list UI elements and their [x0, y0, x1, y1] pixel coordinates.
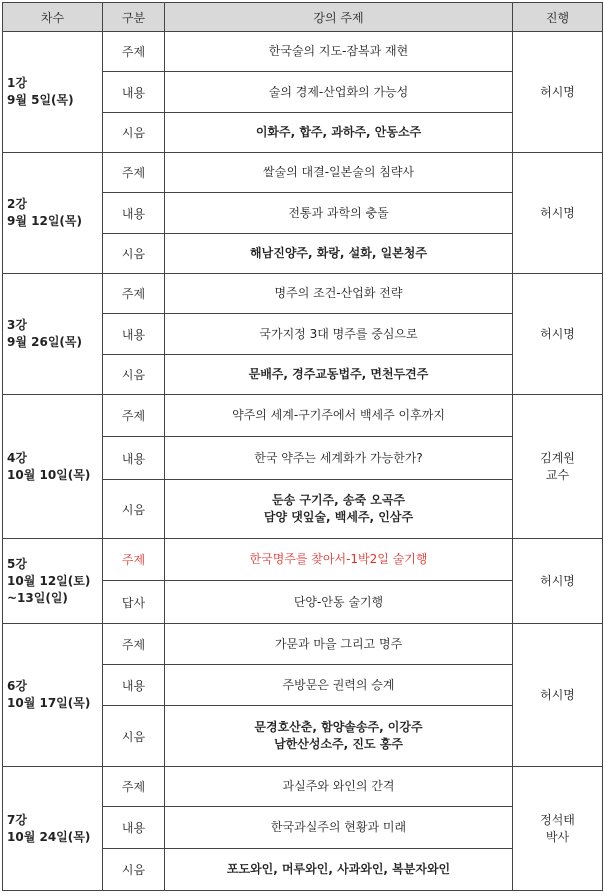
topic-cell: [165, 539, 513, 581]
topic-cell: [165, 32, 513, 72]
topic-cell: [165, 706, 513, 767]
topic-text: 해남진양주, 화랑, 설화, 일본청주: [250, 246, 427, 260]
session-date: 10월 10일(목): [7, 467, 91, 482]
topic-text: 이화주, 합주, 과하주, 안동소주: [255, 125, 422, 139]
presenter-name: 박사: [545, 829, 570, 844]
presenter-cell: [513, 274, 603, 395]
topic-cell: [165, 849, 513, 891]
session-number: 1강: [7, 76, 27, 90]
topic-cell: [165, 807, 513, 849]
kind-cell: 주제: [103, 395, 165, 437]
kind-cell: 주제: [103, 539, 165, 581]
presenter-name: 허시명: [540, 573, 575, 588]
topic-text: 한국명주를 찾아서-1박2일 술기행: [249, 552, 428, 566]
session-date: 9월 26일(목): [7, 335, 82, 349]
presenter-cell: [513, 395, 603, 539]
kind-cell: 내용: [103, 72, 165, 113]
kind-cell: 내용: [103, 665, 165, 706]
presenter-name: 허시명: [540, 205, 575, 220]
topic-text: 과실주와 와인의 간격: [282, 779, 395, 793]
topic-text: 명주의 조건-산업화 전략: [274, 286, 403, 300]
kind-cell: 주제: [103, 32, 165, 72]
kind-cell: 내용: [103, 314, 165, 355]
topic-cell: [165, 113, 513, 153]
kind-cell: 시음: [103, 706, 165, 767]
presenter-name: 허시명: [540, 326, 575, 341]
presenter-name: 교수: [545, 467, 570, 482]
topic-cell: [165, 193, 513, 234]
kind-cell: 주제: [103, 624, 165, 665]
session-date: 10월 17일(목): [7, 696, 91, 710]
topic-text: 전통과 과학의 충돌: [288, 205, 389, 220]
session-date-end: ~13일(일): [7, 590, 68, 605]
topic-text: 술의 경제-산업화의 가능성: [268, 84, 409, 99]
presenter-cell: [513, 624, 603, 767]
presenter-name: 허시명: [540, 84, 575, 99]
topic-text: 쌀술의 대결-일본술의 침략사: [262, 165, 415, 179]
kind-cell: 시음: [103, 234, 165, 274]
lecture-schedule-table: [2, 2, 603, 891]
topic-text: 포도와인, 머루와인, 사과와인, 복분자와인: [226, 862, 451, 876]
table-row: [3, 274, 603, 314]
kind-cell: 내용: [103, 807, 165, 849]
header-row: [3, 3, 603, 32]
kind-cell: 시음: [103, 113, 165, 153]
presenter-cell: [513, 32, 603, 153]
topic-text: 가문과 마을 그리고 명주: [274, 636, 403, 651]
header-presenter: 진행: [513, 3, 603, 32]
header-session: 차수: [3, 3, 103, 32]
session-date: 9월 12일(목): [7, 214, 82, 228]
header-kind: 구분: [103, 3, 165, 32]
presenter-cell: [513, 153, 603, 274]
session-cell: [3, 153, 103, 274]
table-row: [3, 539, 603, 581]
kind-cell: 주제: [103, 767, 165, 807]
session-cell: [3, 395, 103, 539]
kind-cell: 답사: [103, 581, 165, 624]
topic-text: 남한산성소주, 진도 홍주: [274, 737, 403, 751]
session-number: 6강: [7, 679, 27, 693]
table-row: [3, 767, 603, 807]
topic-cell: [165, 274, 513, 314]
topic-text: 국가지정 3대 명주를 중심으로: [259, 326, 418, 341]
topic-cell: [165, 234, 513, 274]
session-number: 2강: [7, 197, 27, 211]
table-row: [3, 153, 603, 193]
session-number: 7강: [7, 812, 27, 827]
session-cell: [3, 767, 103, 891]
topic-cell: [165, 72, 513, 113]
table-row: [3, 624, 603, 665]
session-date: 10월 12일(토): [7, 573, 91, 588]
topic-text: 한국과실주의 현황과 미래: [270, 820, 407, 834]
topic-cell: [165, 581, 513, 624]
topic-text: 약주의 세계-구기주에서 백세주 이후까지: [232, 408, 445, 422]
topic-cell: [165, 480, 513, 539]
topic-text: 문배주, 경주교동법주, 면천두견주: [248, 367, 429, 381]
presenter-name: 정석태: [540, 812, 575, 827]
session-number: 4강: [7, 450, 27, 465]
kind-cell: 주제: [103, 153, 165, 193]
kind-cell: 시음: [103, 480, 165, 539]
session-cell: [3, 274, 103, 395]
presenter-name: 김계원: [540, 450, 575, 465]
topic-text: 주방문은 권력의 승계: [282, 677, 395, 692]
topic-cell: [165, 624, 513, 665]
kind-cell: 시음: [103, 849, 165, 891]
kind-cell: 내용: [103, 437, 165, 480]
topic-cell: [165, 153, 513, 193]
topic-text: 둔송 구기주, 송죽 오곡주: [271, 493, 405, 507]
topic-cell: [165, 437, 513, 480]
session-cell: [3, 539, 103, 624]
session-cell: [3, 624, 103, 767]
session-number: 5강: [7, 556, 27, 571]
topic-cell: [165, 665, 513, 706]
header-topic: 강의 주제: [165, 3, 513, 32]
topic-text: 단양-안동 술기행: [293, 594, 384, 609]
table-row: [3, 32, 603, 72]
presenter-name: 허시명: [540, 687, 575, 702]
session-cell: [3, 32, 103, 153]
topic-cell: [165, 395, 513, 437]
topic-text: 담양 댓잎술, 백세주, 인삼주: [263, 510, 414, 524]
session-number: 3강: [7, 318, 27, 332]
session-date: 10월 24일(목): [7, 829, 91, 844]
kind-cell: 내용: [103, 193, 165, 234]
presenter-cell: [513, 767, 603, 891]
presenter-cell: [513, 539, 603, 624]
table-row: [3, 395, 603, 437]
schedule-body: [3, 32, 603, 891]
topic-text: 문경호산춘, 함양솔송주, 이강주: [254, 720, 423, 734]
session-date: 9월 5일(목): [7, 93, 74, 107]
kind-cell: 시음: [103, 355, 165, 395]
kind-cell: 주제: [103, 274, 165, 314]
topic-cell: [165, 314, 513, 355]
topic-cell: [165, 355, 513, 395]
topic-text: 한국술의 지도-잠복과 재현: [268, 44, 409, 58]
topic-text: 한국 약주는 세계화가 가능한가?: [254, 450, 423, 465]
topic-cell: [165, 767, 513, 807]
